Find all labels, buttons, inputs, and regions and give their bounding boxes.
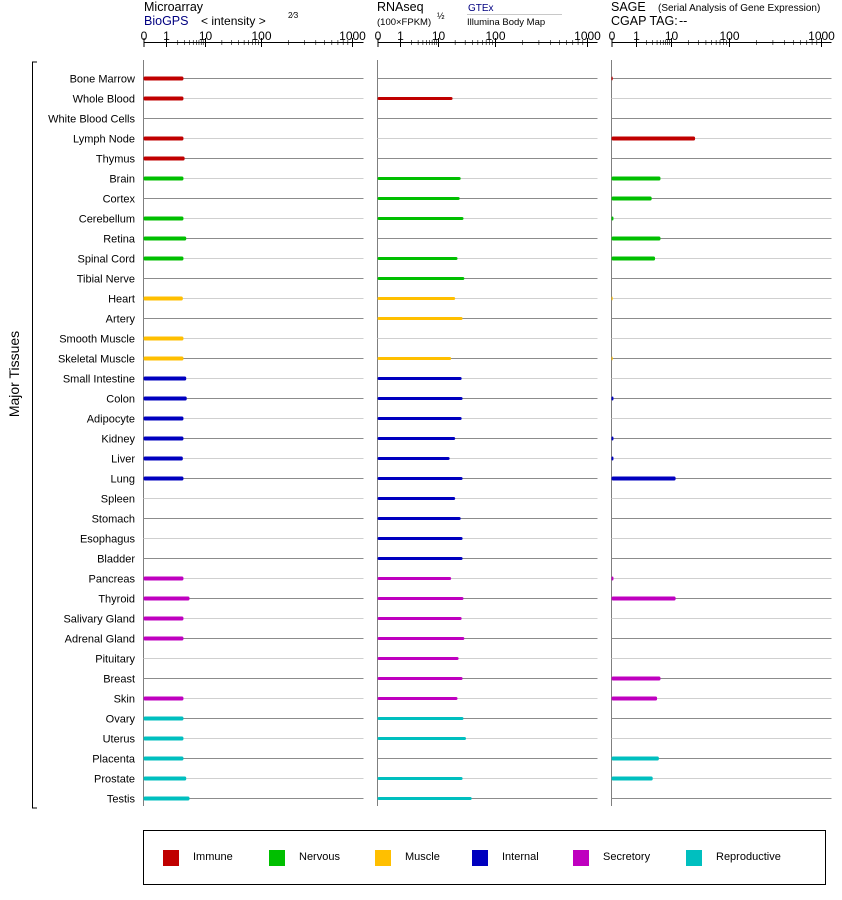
legend-swatch-internal: [472, 850, 488, 866]
bar-sage-bone-marrow[interactable]: [612, 77, 613, 81]
legend-label-secretory: Secretory: [603, 851, 651, 863]
bar-microarray-colon[interactable]: [144, 397, 187, 401]
tissues-bracket: [33, 62, 38, 808]
bar-microarray-thymus[interactable]: [144, 157, 185, 161]
sage-tick-label: 10: [664, 29, 679, 43]
bar-sage-kidney[interactable]: [612, 437, 614, 441]
bar-rnaseq-artery[interactable]: [378, 317, 463, 320]
bar-sage-brain[interactable]: [612, 177, 661, 181]
bar-microarray-whole-blood[interactable]: [144, 97, 184, 101]
tissue-label: Whole Blood: [72, 93, 135, 106]
tissue-label: Uterus: [102, 733, 135, 746]
tissue-label: Adrenal Gland: [64, 633, 135, 646]
rnaseq-unit-exponent: ½: [437, 11, 445, 21]
microarray-tick-label: 1: [163, 29, 170, 43]
bar-microarray-cerebellum[interactable]: [144, 217, 184, 221]
bar-sage-heart[interactable]: [612, 297, 613, 301]
tissue-label: Skeletal Muscle: [57, 353, 135, 366]
tissue-label: Prostate: [94, 773, 135, 786]
sage-tick-label: 100: [719, 29, 740, 43]
bar-rnaseq-skeletal-muscle[interactable]: [378, 357, 452, 360]
bar-microarray-pancreas[interactable]: [144, 577, 184, 581]
bar-rnaseq-skin[interactable]: [378, 697, 458, 700]
microarray-tick-label: 10: [198, 29, 213, 43]
bar-microarray-testis[interactable]: [144, 797, 190, 801]
major-tissues-label: Major Tissues: [6, 330, 22, 418]
cgap-tag-value: --: [679, 14, 688, 28]
rnaseq-tick-label: 100: [485, 29, 506, 43]
bar-rnaseq-breast[interactable]: [378, 677, 463, 680]
tissue-label: Breast: [103, 673, 135, 686]
tissue-label: Placenta: [92, 753, 135, 766]
bar-rnaseq-thyroid[interactable]: [378, 597, 464, 600]
tissue-label: Testis: [106, 793, 135, 806]
tissue-label: Bone Marrow: [69, 73, 135, 86]
tissue-label: Colon: [106, 393, 135, 406]
bar-rnaseq-adipocyte[interactable]: [378, 417, 462, 420]
bar-microarray-bone-marrow[interactable]: [144, 77, 184, 81]
bar-microarray-small-intestine[interactable]: [144, 377, 187, 381]
bar-rnaseq-esophagus[interactable]: [378, 537, 463, 540]
bar-rnaseq-spleen[interactable]: [378, 497, 456, 500]
bar-sage-skin[interactable]: [612, 697, 658, 701]
tissue-label: Skin: [113, 693, 135, 706]
illumina-body-map-label: Illumina Body Map: [467, 17, 546, 28]
bar-sage-breast[interactable]: [612, 677, 661, 681]
tissue-label: Small Intestine: [62, 373, 135, 386]
bar-microarray-heart[interactable]: [144, 297, 183, 301]
sage-tick-label: 0: [608, 29, 616, 43]
tissue-label: Bladder: [97, 553, 135, 566]
bar-microarray-adrenal-gland[interactable]: [144, 637, 184, 641]
bar-microarray-smooth-muscle[interactable]: [144, 337, 184, 341]
tissue-label: Pancreas: [88, 573, 135, 586]
bar-rnaseq-whole-blood[interactable]: [378, 97, 453, 100]
bar-rnaseq-pituitary[interactable]: [378, 657, 459, 660]
bar-sage-lymph-node[interactable]: [612, 137, 696, 141]
rnaseq-tick-label: 1: [397, 29, 404, 43]
tissue-label: Brain: [109, 173, 135, 186]
tissue-label: Cerebellum: [78, 213, 135, 226]
bar-microarray-adipocyte[interactable]: [144, 417, 184, 421]
rnaseq-tick-label: 10: [431, 29, 446, 43]
bar-rnaseq-ovary[interactable]: [378, 717, 464, 720]
bar-sage-lung[interactable]: [612, 477, 676, 481]
tissue-label: Stomach: [91, 513, 135, 526]
tissue-label: Heart: [108, 293, 135, 306]
tissue-label: Salivary Gland: [63, 613, 135, 626]
legend-swatch-secretory: [573, 850, 589, 866]
bar-microarray-prostate[interactable]: [144, 777, 187, 781]
bar-rnaseq-prostate[interactable]: [378, 777, 463, 780]
cgap-tag-label: CGAP TAG:: [611, 14, 678, 28]
bar-rnaseq-small-intestine[interactable]: [378, 377, 462, 380]
gtex-link[interactable]: GTEx: [468, 3, 494, 14]
bar-sage-cerebellum[interactable]: [612, 217, 614, 221]
bar-microarray-retina[interactable]: [144, 237, 187, 241]
microarray-tick-label: 100: [251, 29, 272, 43]
bar-microarray-lung[interactable]: [144, 477, 184, 481]
bar-rnaseq-brain[interactable]: [378, 177, 461, 180]
microarray-unit-exponent: 2⁄3: [288, 11, 299, 20]
bar-rnaseq-stomach[interactable]: [378, 517, 461, 520]
rnaseq-unit-label: (100×FPKM): [377, 17, 432, 28]
bar-microarray-kidney[interactable]: [144, 437, 184, 441]
bar-microarray-thyroid[interactable]: [144, 597, 190, 601]
tissue-label: Cortex: [102, 193, 135, 206]
microarray-unit-label: < intensity >: [201, 14, 266, 28]
bar-rnaseq-colon[interactable]: [378, 397, 463, 400]
rnaseq-tick-label: 1000: [574, 29, 601, 43]
tissue-label: Lung: [110, 473, 135, 486]
tissue-label: Artery: [105, 313, 135, 326]
bar-microarray-lymph-node[interactable]: [144, 137, 184, 141]
tissue-label: Lymph Node: [73, 133, 135, 146]
bar-sage-colon[interactable]: [612, 397, 614, 401]
bar-rnaseq-spinal-cord[interactable]: [378, 257, 458, 260]
bar-microarray-uterus[interactable]: [144, 737, 184, 741]
tissue-label: Tibial Nerve: [76, 273, 135, 286]
tissue-label: Pituitary: [95, 653, 135, 666]
legend-swatch-muscle: [375, 850, 391, 866]
bar-microarray-ovary[interactable]: [144, 717, 184, 721]
legend-label-reproductive: Reproductive: [716, 851, 781, 863]
sage-title: SAGE: [611, 0, 646, 14]
bar-sage-spinal-cord[interactable]: [612, 257, 656, 261]
bar-rnaseq-tibial-nerve[interactable]: [378, 277, 465, 280]
sage-title-note: (Serial Analysis of Gene Expression): [658, 3, 821, 14]
bar-rnaseq-bladder[interactable]: [378, 557, 463, 560]
bar-rnaseq-kidney[interactable]: [378, 437, 456, 440]
rnaseq-title: RNAseq: [377, 0, 424, 14]
bar-rnaseq-uterus[interactable]: [378, 737, 467, 740]
bar-rnaseq-testis[interactable]: [378, 797, 472, 800]
bar-sage-liver[interactable]: [612, 457, 614, 461]
bar-rnaseq-heart[interactable]: [378, 297, 456, 300]
bar-microarray-brain[interactable]: [144, 177, 184, 181]
bar-sage-thyroid[interactable]: [612, 597, 676, 601]
bar-microarray-placenta[interactable]: [144, 757, 184, 761]
legend-label-nervous: Nervous: [299, 851, 340, 863]
tissue-label: Thymus: [95, 153, 135, 166]
bar-sage-pancreas[interactable]: [612, 577, 614, 581]
bar-rnaseq-adrenal-gland[interactable]: [378, 637, 465, 640]
sage-tick-label: 1000: [808, 29, 835, 43]
bar-microarray-spinal-cord[interactable]: [144, 257, 184, 261]
legend-swatch-nervous: [269, 850, 285, 866]
legend-label-muscle: Muscle: [405, 851, 440, 863]
tissue-label: Smooth Muscle: [59, 333, 135, 346]
tissue-label: Thyroid: [98, 593, 135, 606]
tissue-label: Kidney: [101, 433, 135, 446]
microarray-tick-label: 1000: [339, 29, 366, 43]
microarray-title: Microarray: [144, 0, 204, 14]
bar-sage-skeletal-muscle[interactable]: [612, 357, 613, 361]
sage-tick-label: 1: [633, 29, 640, 43]
bar-rnaseq-liver[interactable]: [378, 457, 450, 460]
tissue-label: Ovary: [105, 713, 135, 726]
bar-rnaseq-pancreas[interactable]: [378, 577, 452, 580]
bar-rnaseq-cortex[interactable]: [378, 197, 460, 200]
bar-microarray-liver[interactable]: [144, 457, 183, 461]
tissue-label: Spleen: [100, 493, 135, 506]
bar-microarray-salivary-gland[interactable]: [144, 617, 184, 621]
legend-swatch-immune: [163, 850, 179, 866]
tissue-label: Esophagus: [79, 533, 135, 546]
bar-rnaseq-lung[interactable]: [378, 477, 463, 480]
legend-label-internal: Internal: [502, 851, 539, 863]
bar-sage-cortex[interactable]: [612, 197, 652, 201]
bar-rnaseq-cerebellum[interactable]: [378, 217, 464, 220]
tissue-label: Retina: [103, 233, 135, 246]
tissue-label: Liver: [111, 453, 135, 466]
rnaseq-tick-label: 0: [374, 29, 382, 43]
legend-swatch-reproductive: [686, 850, 702, 866]
tissue-label: Adipocyte: [86, 413, 135, 426]
legend-label-immune: Immune: [193, 851, 233, 863]
bar-rnaseq-salivary-gland[interactable]: [378, 617, 462, 620]
bar-sage-placenta[interactable]: [612, 757, 659, 761]
legend-box: [143, 830, 826, 885]
bar-sage-retina[interactable]: [612, 237, 661, 241]
biogps-link[interactable]: BioGPS: [144, 14, 189, 28]
bar-microarray-skeletal-muscle[interactable]: [144, 357, 184, 361]
bar-microarray-skin[interactable]: [144, 697, 184, 701]
tissue-label: White Blood Cells: [48, 113, 135, 126]
tissue-label: Spinal Cord: [77, 253, 135, 266]
bar-sage-prostate[interactable]: [612, 777, 653, 781]
microarray-tick-label: 0: [140, 29, 148, 43]
